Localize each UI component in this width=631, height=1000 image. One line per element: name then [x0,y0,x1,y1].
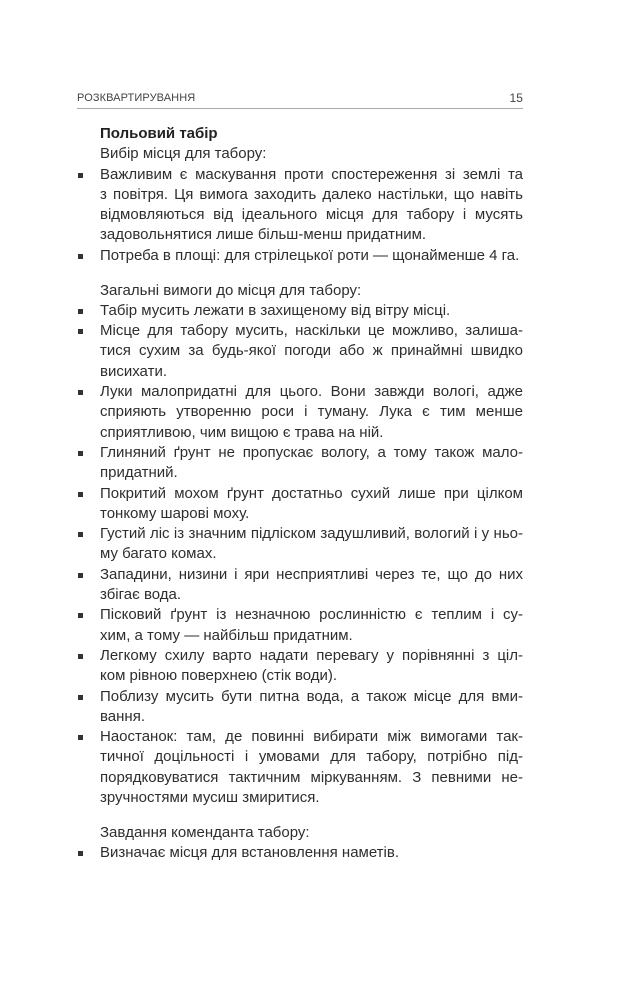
bullet-icon [78,573,83,578]
bullet-item-line: Поблизу мусить бути питна вода, а також місце для вми- [100,687,523,705]
bullet-item [100,246,523,266]
bullet-item-line: збігає вода. [100,586,182,604]
bullet-item-line: хим, а тому — найбільш придатним. [100,626,353,644]
bullet-item [100,687,523,728]
bullet-item-line: Місце для табору мусить, наскільки це можливо, залиша- [100,322,523,340]
bullet-item [100,646,523,687]
bullet-item [100,843,523,863]
bullet-item-line: тися сухим за будь-якої погоди або ж принаймні швидко [100,342,523,360]
bullet-item-line: задовольнятися лише більш-менш придатним. [100,226,427,244]
bullet-item [100,382,523,443]
section-spacer [100,266,523,281]
bullet-item [100,565,523,606]
bullet-icon [78,173,83,178]
bullet-item-line: придатний. [100,464,178,482]
running-header-title: РОЗКВАРТИРУВАННЯ [77,92,196,104]
page-body [100,124,523,863]
bullet-item [100,727,523,808]
bullet-item-line: Потреба в площі: для стрілецької роти — щонайменше 4 га. [100,246,520,264]
bullet-item-line: зручностями мусиш змиритися. [100,789,320,806]
section-spacer [100,808,523,823]
bullet-item-line: Визначає місця для встановлення наметів. [100,844,400,862]
bullet-icon [78,390,83,395]
bullet-item [100,524,523,565]
bullet-item-line: з повітря. Ця вимога заходить далеко настільки, що навіть [100,185,523,203]
bullet-item-line: Глиняний ґрунт не пропускає вологу, а тому також мало- [100,443,523,461]
bullet-item-line: висихати. [100,362,167,380]
bullet-icon [78,451,83,456]
page-number: 15 [509,91,523,105]
bullet-item [100,605,523,646]
bullet-item-line: Западини, низини і яри несприятливі через те, що до них [100,565,523,583]
section-heading: Польовий табір [100,125,218,142]
bullet-item-line: сприятливою, чим вищою є трава на ній. [100,423,384,441]
bullet-item-line: Густий ліс із значним підліском задушливий, вологий і у ньо- [100,525,523,543]
bullet-item-line: порядковуватися тактичним міркуванням. З певними не- [100,768,523,786]
bullet-icon [78,492,83,497]
bullet-item [100,165,523,246]
section-intro: Завдання коменданта табору: [100,823,310,841]
bullet-icon [78,654,83,659]
section-intro: Загальні вимоги до місця для табору: [100,281,362,299]
bullet-item-line: му багато комах. [100,545,217,563]
bullet-item [100,301,523,321]
bullet-item-line: Наостанок: там, де повинні вибирати між вимогами так- [100,728,523,746]
bullet-item-line: Покритий мохом ґрунт достатньо сухий лише при цілком [100,484,523,502]
bullet-item [100,443,523,484]
bullet-icon [78,735,83,740]
bullet-item-line: Луки малопридатні для цього. Вони завжди вологі, адже [100,383,523,401]
bullet-item-line: відмовляються від ідеального місця для табору і мусять [100,206,523,224]
bullet-item-line: тонкому шарові моху. [100,504,250,522]
bullet-item-line: ком рівною поверхнею (стік води). [100,667,338,685]
running-header [77,90,523,109]
bullet-item-line: тичної доцільності і умовами для табору, потрібно під- [100,748,523,766]
bullet-item-line: Легкому схилу варто надати перевагу у порівнянні з ціл- [100,646,523,664]
bullet-icon [78,851,83,856]
bullet-item-line: Пісковий ґрунт із незначною рослинністю є теплим і су- [100,606,523,624]
bullet-item [100,321,523,382]
bullet-item-line: Важливим є маскування проти спостереження зі землі та [100,165,523,183]
bullet-icon [78,309,83,314]
bullet-item-line: Табір мусить лежати в захищеному від вітру місці. [100,301,451,319]
bullet-icon [78,329,83,334]
bullet-icon [78,532,83,537]
bullet-icon [78,254,83,259]
bullet-item-line: вання. [100,707,145,725]
section-intro: Вибір місця для табору: [100,145,267,163]
bullet-item [100,484,523,525]
bullet-icon [78,695,83,700]
bullet-icon [78,613,83,618]
bullet-item-line: сприяють утворенню роси і туману. Лука є тим менше [100,403,523,421]
